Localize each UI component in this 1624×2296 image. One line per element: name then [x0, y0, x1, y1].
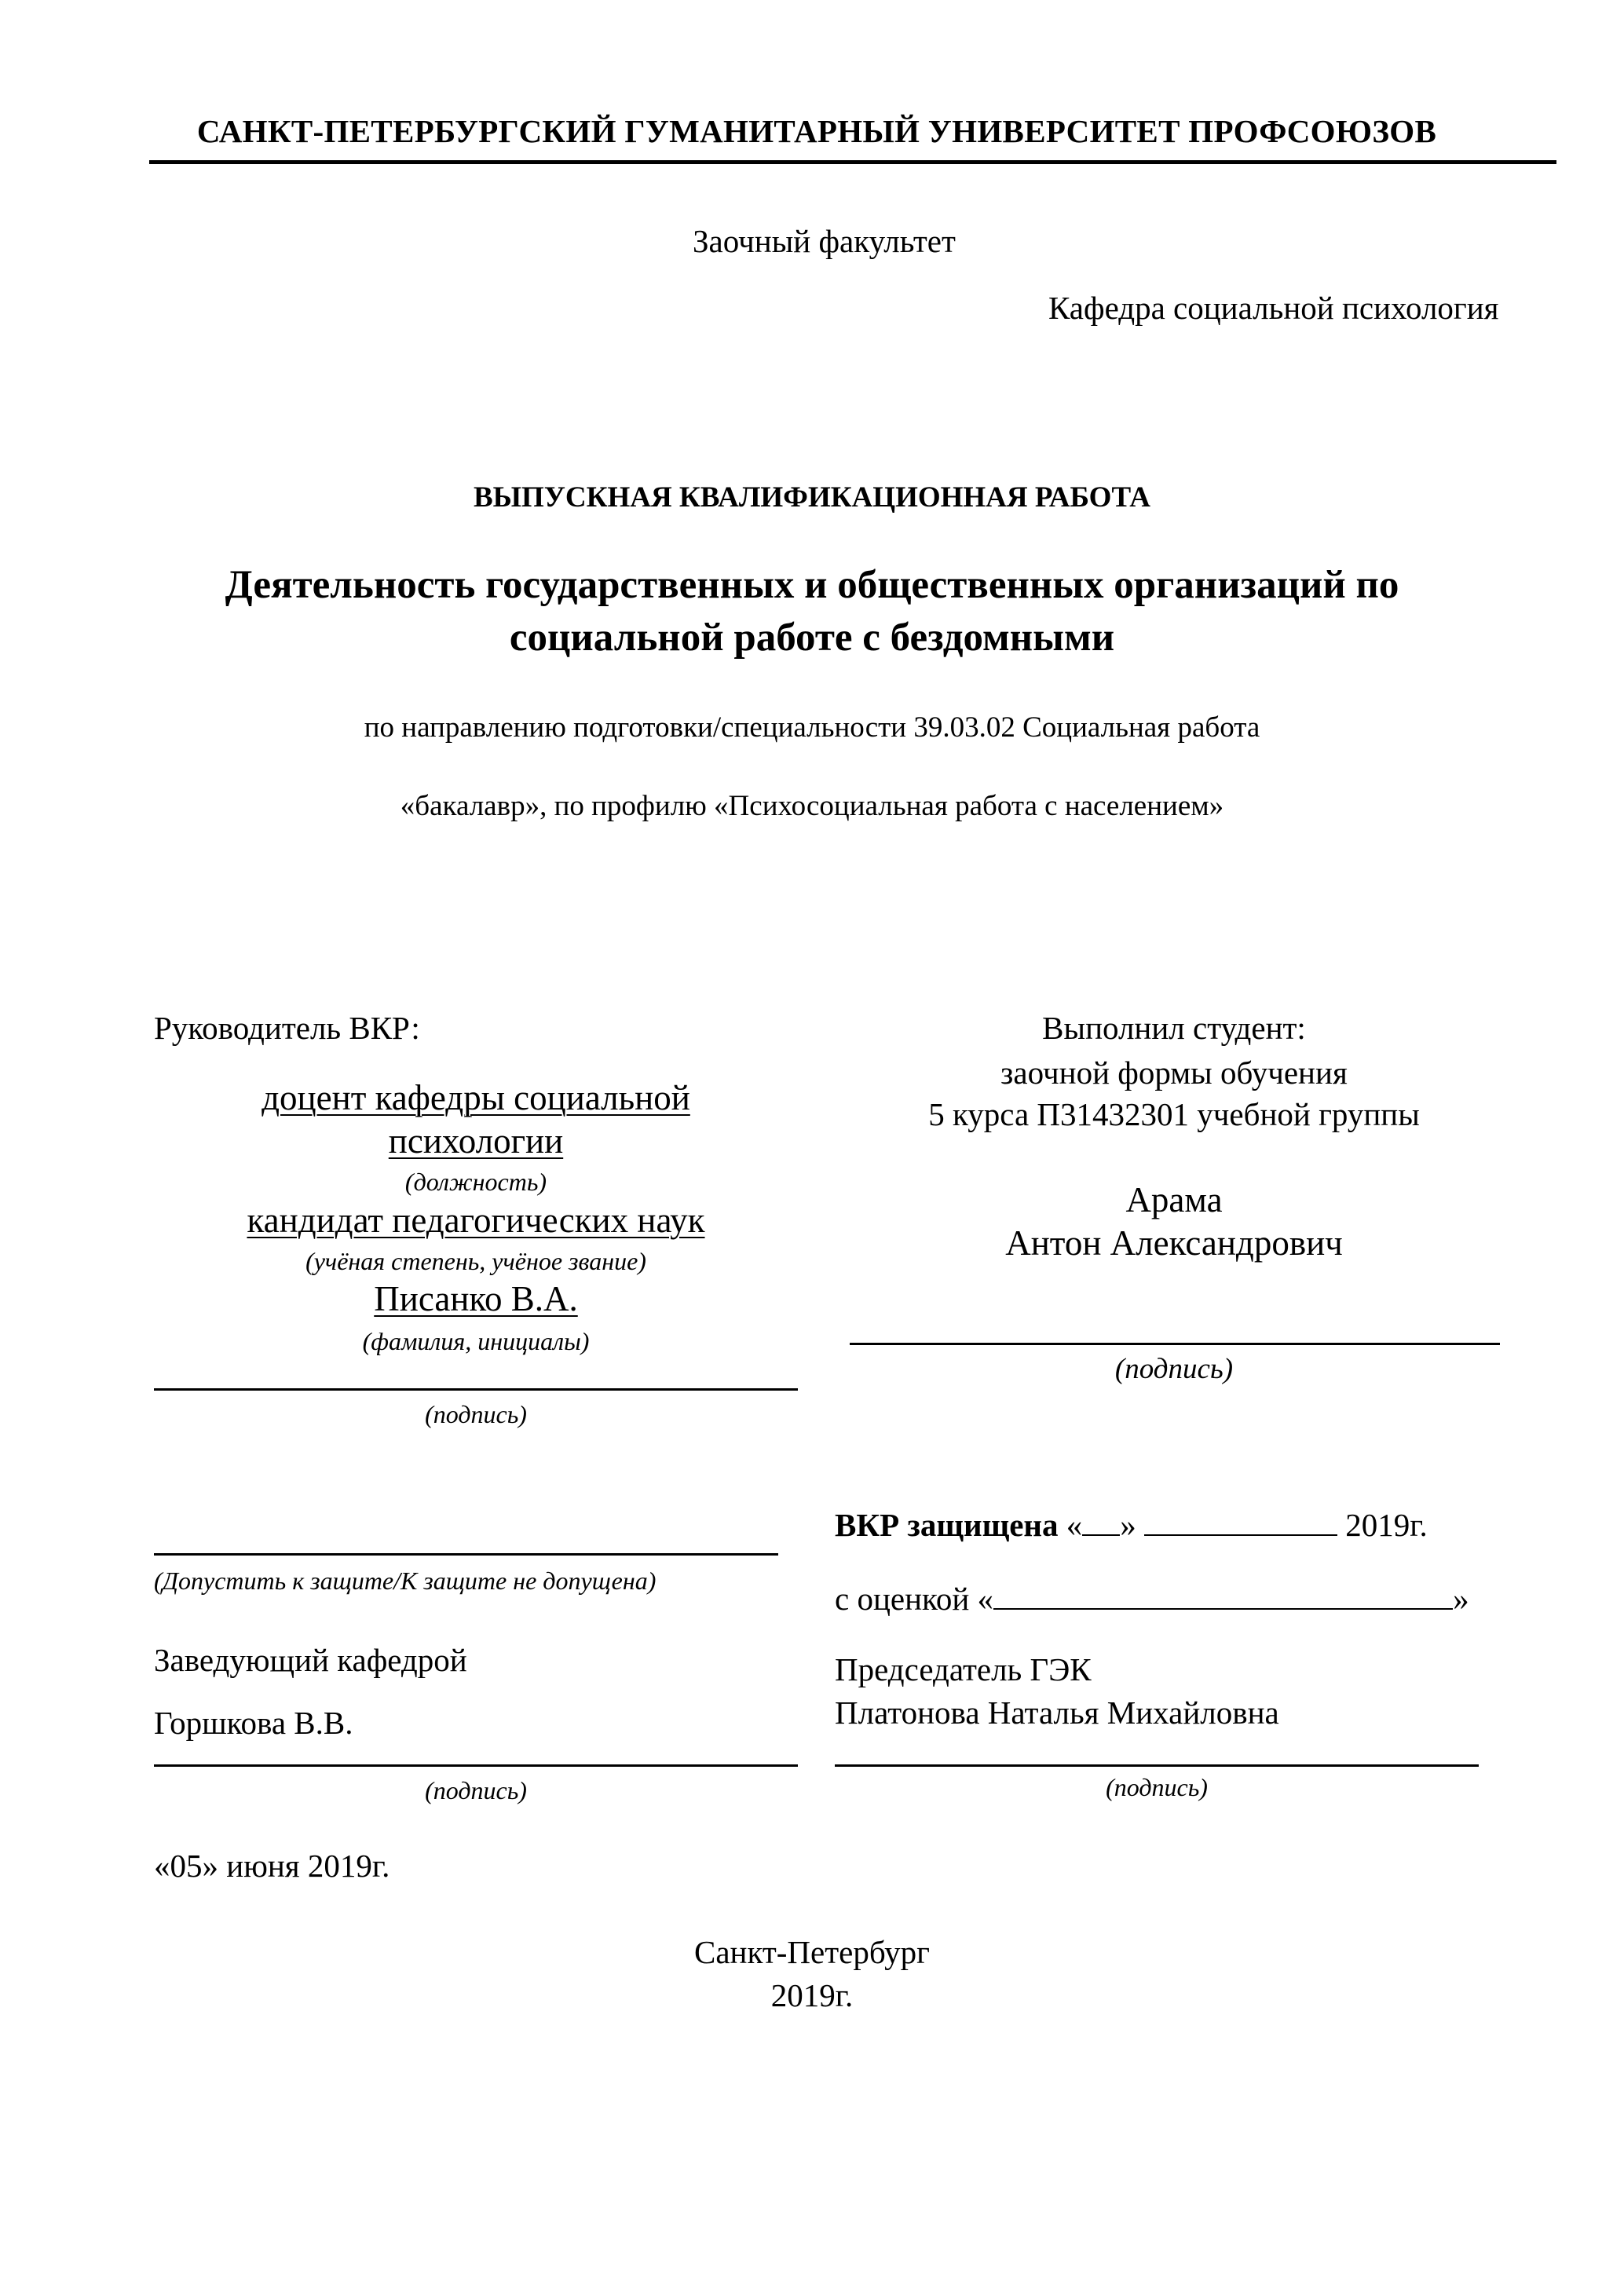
supervisor-position-caption: (должность): [404, 1168, 547, 1196]
commission-chair-signature-line: [835, 1764, 1479, 1767]
admission-date: «05» июня 2019г.: [154, 1848, 390, 1884]
student-study-form: заочной формы обучения: [1000, 1055, 1348, 1091]
student-surname: Арама: [1125, 1180, 1223, 1219]
study-profile: «бакалавр», по профилю «Психосоциальная работа с населением»: [400, 790, 1224, 822]
defense-grade-line: [835, 1580, 1469, 1618]
supervisor-name-caption: (фамилия, инициалы): [362, 1327, 590, 1355]
admission-decision-line: [154, 1553, 778, 1556]
defense-month-blank: [1144, 1509, 1337, 1536]
thesis-title-line-2: социальной работе с бездомными: [509, 616, 1115, 660]
study-direction: по направлению подготовки/специальности 39.03.02 Социальная работа: [364, 711, 1260, 744]
supervisor-signature-line: [154, 1388, 798, 1391]
department-head-label: Заведующий кафедрой: [154, 1642, 467, 1678]
department-head-signature-caption: (подпись): [425, 1776, 527, 1804]
supervisor-position-text-1: доцент кафедры социальной: [262, 1078, 690, 1117]
supervisor-degree-caption: (учёная степень, учёное звание): [305, 1247, 646, 1275]
supervisor-position-line-2: [154, 1121, 798, 1161]
supervisor-position-line-1: [154, 1077, 798, 1118]
student-given-names: Антон Александрович: [1005, 1223, 1343, 1263]
grade-prefix: с оценкой «: [835, 1581, 994, 1617]
department-name: Кафедра социальной психология: [1048, 290, 1499, 326]
supervisor-name-text: Писанко В.А.: [374, 1279, 578, 1318]
department-head-name: Горшкова В.В.: [154, 1705, 353, 1741]
department-head-signature-line: [154, 1764, 798, 1767]
header-divider: [149, 160, 1556, 164]
admission-decision-caption: (Допустить к защите/К защите не допущена): [154, 1567, 657, 1595]
footer-year: 2019г.: [770, 1977, 854, 2013]
footer-city: Санкт-Петербург: [694, 1934, 930, 1970]
commission-chair-name: Платонова Наталья Михайловна: [835, 1695, 1279, 1731]
grade-suffix: »: [1453, 1581, 1469, 1617]
defense-quote-close: »: [1120, 1507, 1145, 1543]
supervisor-degree-text: кандидат педагогических наук: [247, 1201, 705, 1240]
supervisor-degree: [154, 1200, 798, 1241]
supervisor-label: Руководитель ВКР:: [154, 1010, 420, 1046]
defense-quote-open: «: [1058, 1507, 1083, 1543]
student-label: Выполнил студент:: [1042, 1010, 1306, 1046]
supervisor-signature-caption: (подпись): [425, 1400, 527, 1428]
student-signature-caption: (подпись): [1114, 1353, 1234, 1385]
student-group: 5 курса П31432301 учебной группы: [928, 1096, 1420, 1132]
commission-chair-label: Председатель ГЭК: [835, 1651, 1092, 1687]
supervisor-name: [154, 1278, 798, 1319]
faculty-name: Заочный факультет: [693, 223, 956, 259]
student-signature-line: [850, 1343, 1500, 1345]
grade-blank: [993, 1583, 1453, 1610]
defense-label: ВКР защищена: [835, 1507, 1059, 1543]
defense-day-blank: [1082, 1509, 1120, 1536]
university-name: САНКТ-ПЕТЕРБУРГСКИЙ ГУМАНИТАРНЫЙ УНИВЕРСИТЕТ ПРОФСОЮЗОВ: [196, 113, 1437, 149]
defense-date-line: [835, 1506, 1428, 1544]
supervisor-position-text-2: психологии: [388, 1121, 564, 1161]
defense-year: 2019г.: [1337, 1507, 1428, 1543]
commission-chair-signature-caption: (подпись): [1106, 1773, 1208, 1801]
thesis-title-line-1: Деятельность государственных и общественных организаций по: [225, 563, 1399, 607]
document-type: ВЫПУСКНАЯ КВАЛИФИКАЦИОННАЯ РАБОТА: [473, 481, 1151, 514]
